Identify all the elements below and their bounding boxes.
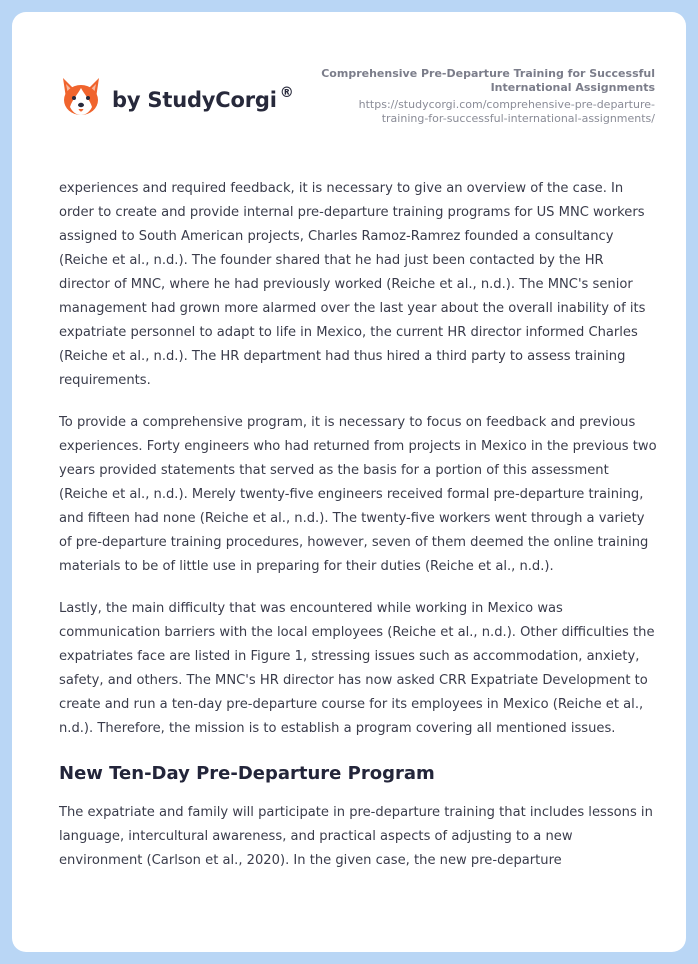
- document-url[interactable]: https://studycorgi.com/comprehensive-pre-departure-training-for-successful-international-assignments/: [358, 98, 655, 125]
- document-title: Comprehensive Pre-Departure Training for Successful International Assignments: [321, 67, 655, 94]
- body-paragraph: To provide a comprehensive program, it is necessary to focus on feedback and previous experiences. Forty engineers who had returned from projects in Mexico in the previous two years provided statements that served as the basis for a portion of this assessment (Reiche et al., n.d.). Merely twenty-five engineers received formal pre-departure training, and fifteen had none (Reiche et al., n.d.). The twenty-five workers went through a variety of pre-departure training procedures, however, seven of them deemed the online training materials to be of little use in preparing for their duties (Reiche et al., n.d.).: [59, 415, 657, 574]
- document-meta: [315, 67, 655, 126]
- page-header: [12, 12, 686, 162]
- section-heading: New Ten-Day Pre-Departure Program: [59, 763, 435, 784]
- logo-text: by StudyCorgi ®: [112, 85, 294, 112]
- document-body: [59, 177, 657, 891]
- body-paragraph: experiences and required feedback, it is necessary to give an overview of the case. In order to create and provide internal pre-departure training programs for US MNC workers assigned to South American projects, Charles Ramoz-Ramrez founded a consultancy (Reiche et al., n.d.). The founder shared that he had just been contacted by the HR director of MNC, where he had previously worked (Reiche et al., n.d.). The MNC's senior management had grown more alarmed over the last year about the overall inability of its expatriate personnel to adapt to life in Mexico, the current HR director informed Charles (Reiche et al., n.d.). The HR department had thus hired a third party to assess training requirements.: [59, 181, 646, 388]
- studycorgi-logo[interactable]: [60, 76, 294, 120]
- body-paragraph: The expatriate and family will participate in pre-departure training that includes lessons in language, intercultural awareness, and practical aspects of adjusting to a new environment (Carlson et al., 2020). In the given case, the new pre-departure: [59, 805, 653, 868]
- registered-mark: ®: [279, 85, 294, 101]
- document-page: [12, 12, 686, 952]
- body-paragraph: Lastly, the main difficulty that was encountered while working in Mexico was communication barriers with the local employees (Reiche et al., n.d.). Other difficulties the expatriates face are listed in Figure 1, stressing issues such as accommodation, anxiety, safety, and others. The MNC's HR director has now asked CRR Expatriate Development to create and run a ten-day pre-departure course for its employees in Mexico (Reiche et al., n.d.). Therefore, the mission is to establish a program covering all mentioned issues.: [59, 601, 655, 736]
- corgi-icon: [60, 76, 102, 120]
